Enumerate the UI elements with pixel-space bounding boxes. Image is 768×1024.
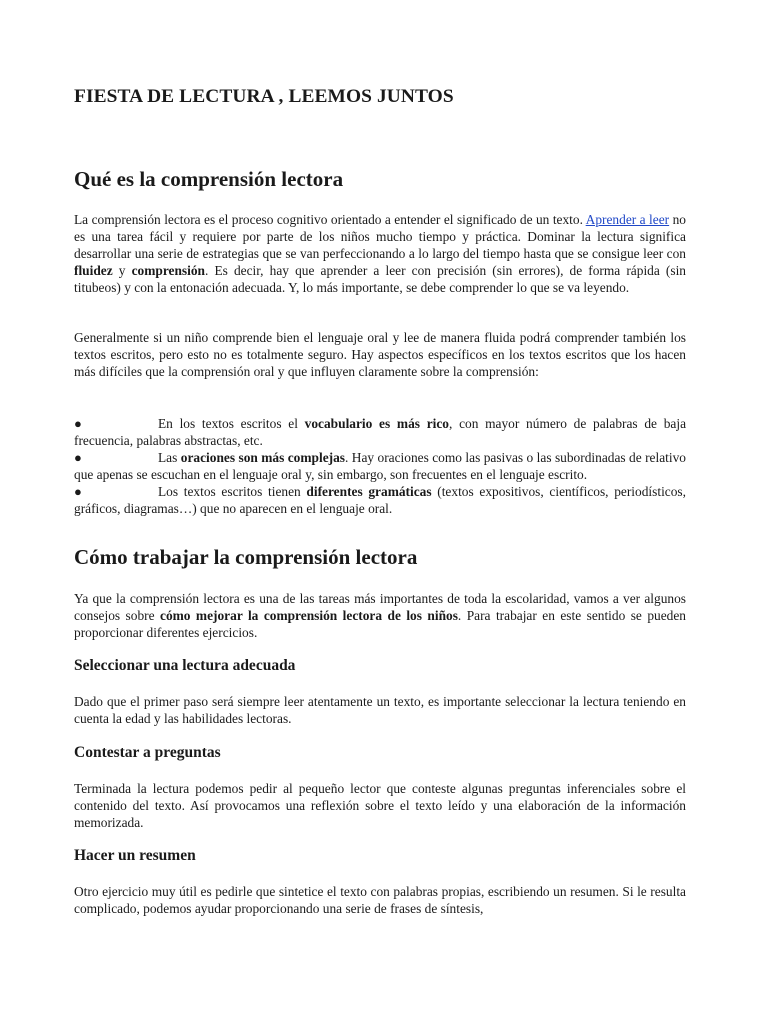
como-text-1: Ya que la comprensión lectora es una de las tareas más importantes de toda la escolaridad, vamos a ver algunos consejos sobre <box>74 591 686 623</box>
list-item <box>74 484 686 518</box>
aprender-a-leer-link[interactable]: Aprender a leer <box>585 212 670 227</box>
bullet-dot-icon: ● <box>74 449 82 465</box>
document-title: FIESTA DE LECTURA , LEEMOS JUNTOS <box>74 86 454 107</box>
bullet-dot-icon: ● <box>74 416 82 431</box>
generalmente-paragraph: Generalmente si un niño comprende bien el lenguaje oral y lee de manera fluida podrá comprender también los textos escritos, pero esto no es totalmente seguro. Hay aspectos específicos en los textos escritos que los hacen más difíciles que la comprensión oral y que influyen claramente sobre la comprensión: <box>74 330 686 379</box>
subheading-contestar: Contestar a preguntas <box>74 744 221 761</box>
subheading-seleccionar: Seleccionar una lectura adecuada <box>74 657 296 674</box>
subheading-resumen: Hacer un resumen <box>74 847 196 864</box>
como-trabajar-paragraph <box>74 591 686 642</box>
section-heading-como-trabajar: Cómo trabajar la comprensión lectora <box>74 545 418 569</box>
intro-text-2: no es una tarea fácil y requiere por parte de los niños mucho tiempo y práctica. Dominar la lectura significa desarrollar una serie de estrategias que se van perfeccionando a lo largo del tiempo hasta que se consigue leer con <box>74 212 686 261</box>
list-item-text: , con mayor número de palabras de baja frecuencia, palabras abstractas, etc. <box>74 416 687 448</box>
list-item-text: En los textos escritos el <box>158 416 305 431</box>
list-item-text: (textos expositivos, científicos, periodísticos, gráficos, diagramas…) que no aparecen en el lenguaje oral. <box>74 483 686 516</box>
list-item-text: Las <box>158 449 181 465</box>
list-item-bold: vocabulario es más rico <box>304 416 450 431</box>
list-item-bold: oraciones son más complejas <box>180 449 346 465</box>
contestar-paragraph: Terminada la lectura podemos pedir al pequeño lector que conteste algunas preguntas inferenciales sobre el contenido del texto. Así provocamos una reflexión sobre el texto leído y una elaboración de la información memorizada. <box>74 781 686 830</box>
list-item <box>74 416 686 450</box>
aspects-list <box>74 416 686 517</box>
como-text-2: . Para trabajar en este sentido se pueden proporcionar diferentes ejercicios. <box>74 607 686 640</box>
seleccionar-paragraph: Dado que el primer paso será siempre leer atentamente un texto, es importante seleccionar la lectura teniendo en cuenta la edad y las habilidades lectoras. <box>74 694 686 726</box>
intro-text-3: y <box>112 262 132 278</box>
como-bold: cómo mejorar la comprensión lectora de los niños <box>160 607 458 623</box>
intro-bold-comprension: comprensión <box>131 262 206 278</box>
list-item-text: . Hay oraciones como las pasivas o las subordinadas de relativo que apenas se escuchan en el lenguaje oral y, sin embargo, son frecuentes en el lenguaje escrito. <box>74 449 686 482</box>
intro-bold-fluidez: fluidez <box>74 262 113 278</box>
bullet-dot-icon: ● <box>74 483 82 499</box>
list-item-text: Los textos escritos tienen <box>158 483 307 499</box>
list-item-bold: diferentes gramáticas <box>306 483 432 499</box>
intro-text-4: . Es decir, hay que aprender a leer con precisión (sin errores), de forma rápida (sin titubeos) y con la entonación adecuada. Y, lo más importante, se debe comprender lo que se va leyendo. <box>74 262 686 295</box>
section-heading-que-es: Qué es la comprensión lectora <box>74 167 344 191</box>
resumen-paragraph: Otro ejercicio muy útil es pedirle que sintetice el texto con palabras propias, escribiendo un resumen. Si le resulta complicado, podemos ayudar proporcionando una serie de frases de síntesis, <box>74 884 686 916</box>
list-item <box>74 450 686 484</box>
intro-text-1: La comprensión lectora es el proceso cognitivo orientado a entender el significado de un texto. <box>74 212 586 227</box>
intro-paragraph <box>74 212 686 297</box>
